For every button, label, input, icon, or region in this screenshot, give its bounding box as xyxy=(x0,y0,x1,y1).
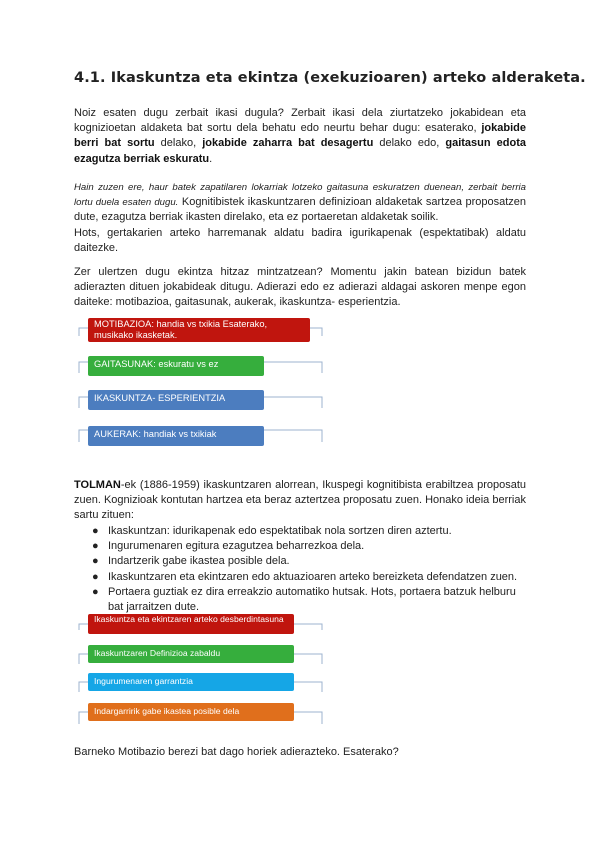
idea-box-difference: Ikaskuntza eta ekintzaren arteko desberdintasuna xyxy=(88,614,294,634)
diagram-variables xyxy=(74,318,329,446)
intro-text: . xyxy=(209,152,213,165)
example-quote: Hain zuzen ere, haur batek zapatilaren lokarriak lotzeko gaitasuna eskuratzen duenean, zerbait berria lortu duela esaten dugu. xyxy=(74,182,526,209)
paragraph-closing: Barneko Motibazio berezi bat dago horiek adierazteko. Esaterako? xyxy=(74,746,399,758)
idea-box-reinforcement: Indargarririk gabe ikastea posible dela xyxy=(88,703,294,721)
list-item-text: Ikaskuntzaren eta ekintzaren edo aktuazioaren arteko bereizketa defendatzen zuen. xyxy=(108,570,518,583)
list-item-text: Ikaskuntzan: idurikapenak edo espektatibak nola sortzen diren aztertu. xyxy=(108,525,452,537)
idea-box-definition: Ikaskuntzaren Definizioa zabaldu xyxy=(88,645,294,663)
list-item xyxy=(92,524,526,539)
paragraph-intro xyxy=(74,106,526,167)
variable-box-motivation: MOTIBAZIOA: handia vs txikia Esaterako, musikako ikasketak. xyxy=(88,318,310,342)
tolman-ideas-list xyxy=(92,524,526,615)
paragraph-cognitivists xyxy=(74,180,526,256)
list-item xyxy=(92,539,526,554)
section-heading: 4.1. Ikaskuntza eta ekintza (exekuzioaren) arteko alderaketa. xyxy=(74,70,586,86)
variable-box-experience: IKASKUNTZA- ESPERIENTZIA xyxy=(88,390,264,410)
cognitivist-text-2: Hots, gertakarien arteko harremanak aldatu badira igurikapenak (espektatibak) aldatu daitezke. xyxy=(74,226,526,254)
paragraph-tolman xyxy=(74,478,526,524)
idea-box-environment: Ingurumenaren garrantzia xyxy=(88,673,294,691)
bullet-icon: ● xyxy=(92,525,99,537)
list-item-text: Ingurumenaren egitura ezagutzea beharrezkoa dela. xyxy=(108,540,365,553)
cognitivist-text: Kognitibistek ikaskuntzaren definizioan aldaketak sartzea proposatzen dute, ezagutza berriak ikasten direlako, eta ez portaeretan aldaketak soilik. xyxy=(74,196,526,224)
list-item-text: Indartzerik gabe ikastea posible dela. xyxy=(108,555,290,568)
intro-text: Noiz esaten dugu zerbait ikasi dugula? Zerbait ikasi dela ziurtatzeko jokabidean eta kognizioetan aldaketa bat sortu dela behatu edo neurtu behar dugu: esaterako, xyxy=(74,107,526,135)
list-item-text: Portaera guztiak ez dira erreakzio automatiko hutsak. Hots, portaera batzuk helburu bat jarraitzen dute. xyxy=(108,585,516,614)
intro-text: delako edo, xyxy=(373,137,446,150)
tolman-name: TOLMAN xyxy=(74,479,121,491)
variable-box-opportunities: AUKERAK: handiak vs txikiak xyxy=(88,426,264,446)
bullet-icon: ● xyxy=(92,555,99,568)
intro-bold-2: jokabide zaharra bat desagertu xyxy=(202,137,374,150)
list-item xyxy=(92,570,526,585)
intro-bold-3: gaitasun edota ezagutza berriak eskuratu xyxy=(74,137,527,165)
bullet-icon: ● xyxy=(92,585,99,598)
list-item xyxy=(92,585,526,615)
variable-box-abilities: GAITASUNAK: eskuratu vs ez xyxy=(88,356,264,376)
bullet-icon: ● xyxy=(92,570,99,583)
tolman-text: -ek (1886-1959) ikaskuntzaren alorrean, Ikuspegi kognitibista erabiltzea proposatu zuen. Kognizioak kontutan hartzea eta beraz aztertzea proposatu zuen. Honako ideia berriak sartu zituen: xyxy=(74,479,526,522)
bullet-icon: ● xyxy=(92,540,99,553)
paragraph-action: Zer ulertzen dugu ekintza hitzaz mintzatzean? Momentu jakin batean bizidun batek adierazten dituen jokabideak ditugu. Adierazi edo ez adierazi aldagai askoren menpe egon daiteke: motibazioa, gaitasunak, aukerak, ikaskuntza- esperientzia. xyxy=(74,266,526,309)
diagram-tolman-ideas xyxy=(74,614,329,728)
list-item xyxy=(92,554,526,569)
intro-text: delako, xyxy=(154,137,203,150)
intro-bold-1: jokabide berri bat sortu xyxy=(74,122,526,150)
